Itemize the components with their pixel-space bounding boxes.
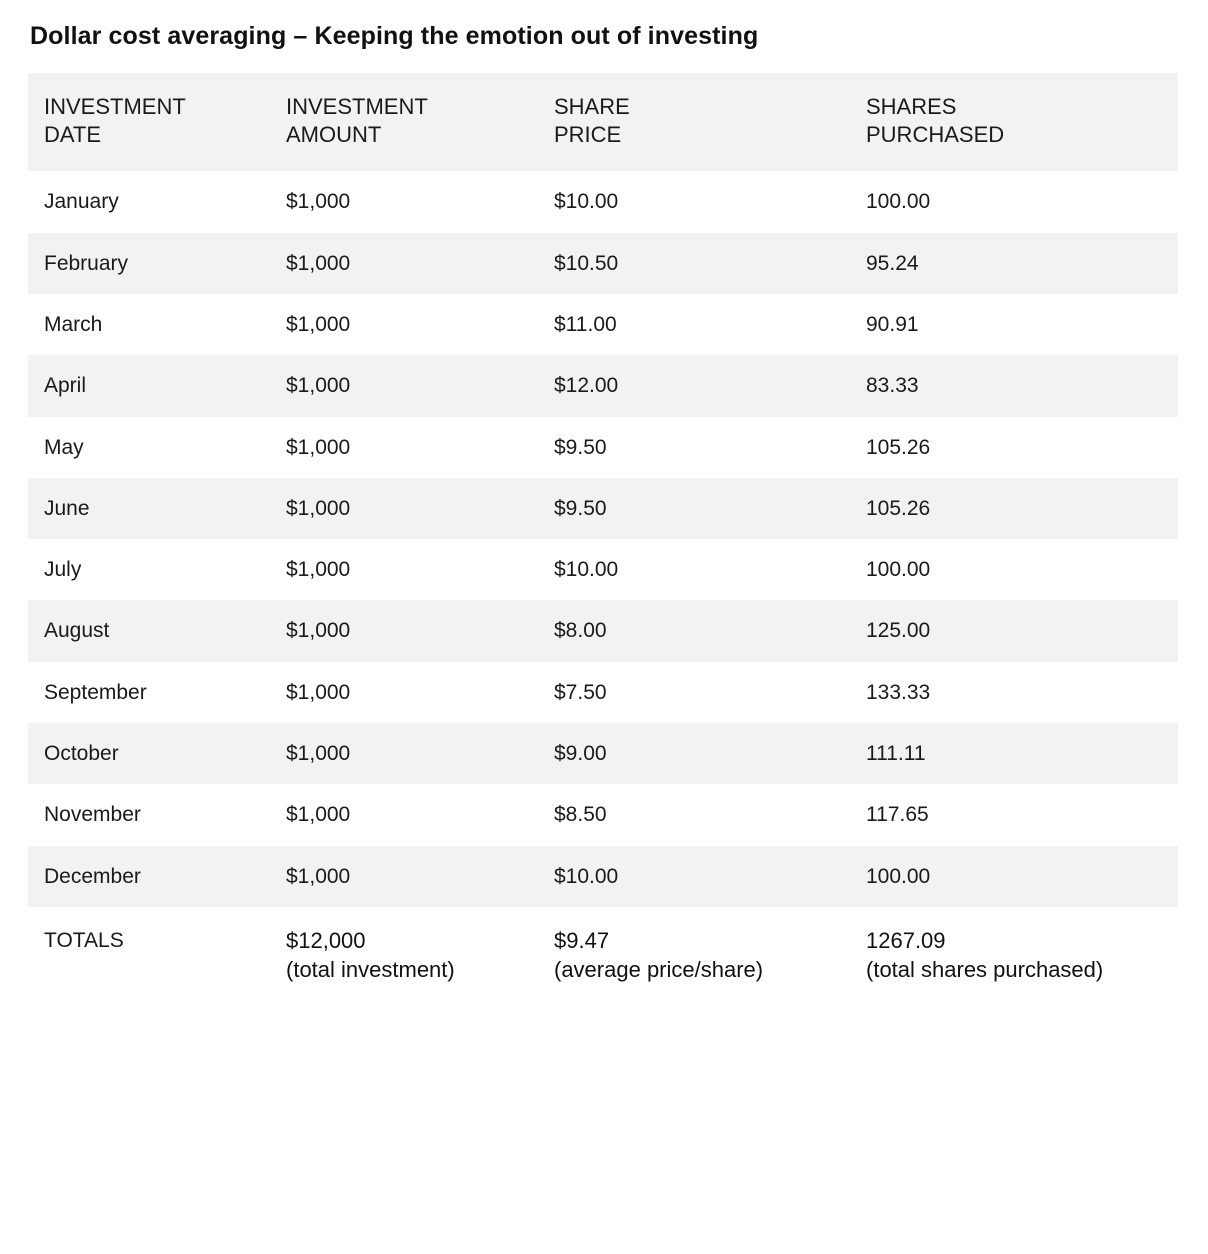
cell-date: July <box>28 539 270 600</box>
dollar-cost-averaging-table <box>28 73 1178 995</box>
cell-shares: 100.00 <box>850 846 1178 907</box>
cell-price: $10.00 <box>538 846 850 907</box>
cell-date: August <box>28 600 270 661</box>
column-header-line-1: SHARE <box>554 94 630 119</box>
cell-amount: $1,000 <box>270 600 538 661</box>
table-row <box>28 478 1178 539</box>
column-header-shares-purchased <box>850 73 1178 171</box>
cell-totals-price <box>538 907 850 995</box>
table-row <box>28 600 1178 661</box>
cell-date: May <box>28 417 270 478</box>
table-row <box>28 417 1178 478</box>
column-header-line-1: INVESTMENT <box>286 94 428 119</box>
cell-date: November <box>28 784 270 845</box>
cell-shares: 105.26 <box>850 417 1178 478</box>
column-header-investment-date <box>28 73 270 171</box>
cell-price: $10.00 <box>538 539 850 600</box>
cell-price: $12.00 <box>538 355 850 416</box>
table-header-row <box>28 73 1178 171</box>
cell-amount: $1,000 <box>270 784 538 845</box>
cell-shares: 95.24 <box>850 233 1178 294</box>
cell-date: February <box>28 233 270 294</box>
page-title: Dollar cost averaging – Keeping the emotion out of investing <box>30 22 759 50</box>
cell-shares: 100.00 <box>850 171 1178 232</box>
cell-price: $11.00 <box>538 294 850 355</box>
cell-date: December <box>28 846 270 907</box>
cell-price: $9.50 <box>538 478 850 539</box>
table-header <box>28 73 1178 171</box>
cell-price: $7.50 <box>538 662 850 723</box>
cell-shares: 111.11 <box>850 723 1178 784</box>
table-row <box>28 355 1178 416</box>
cell-date: April <box>28 355 270 416</box>
cell-price: $9.00 <box>538 723 850 784</box>
cell-shares: 105.26 <box>850 478 1178 539</box>
column-header-share-price <box>538 73 850 171</box>
totals-price-note: (average price/share) <box>554 957 764 983</box>
cell-price: $8.00 <box>538 600 850 661</box>
table-row <box>28 723 1178 784</box>
cell-date: March <box>28 294 270 355</box>
table-row <box>28 846 1178 907</box>
table-body <box>28 171 1178 994</box>
totals-amount-value: $12,000 <box>286 927 366 953</box>
cell-amount: $1,000 <box>270 233 538 294</box>
totals-shares-note: (total shares purchased) <box>866 957 1104 983</box>
cell-amount: $1,000 <box>270 171 538 232</box>
cell-price: $10.00 <box>538 171 850 232</box>
cell-amount: $1,000 <box>270 355 538 416</box>
cell-totals-label: TOTALS <box>28 907 270 995</box>
column-header-line-2: PURCHASED <box>866 122 1005 148</box>
totals-price-value: $9.47 <box>554 927 610 953</box>
table-row <box>28 233 1178 294</box>
totals-shares-value: 1267.09 <box>866 927 946 953</box>
cell-amount: $1,000 <box>270 417 538 478</box>
table-row <box>28 784 1178 845</box>
cell-amount: $1,000 <box>270 662 538 723</box>
cell-date: October <box>28 723 270 784</box>
cell-amount: $1,000 <box>270 539 538 600</box>
cell-amount: $1,000 <box>270 723 538 784</box>
cell-date: June <box>28 478 270 539</box>
totals-row <box>28 907 1178 995</box>
column-header-line-2: DATE <box>44 122 102 148</box>
cell-price: $9.50 <box>538 417 850 478</box>
column-header-line-2: PRICE <box>554 122 622 148</box>
column-header-line-1: SHARES <box>866 94 957 119</box>
cell-totals-amount <box>270 907 538 995</box>
cell-amount: $1,000 <box>270 846 538 907</box>
cell-shares: 125.00 <box>850 600 1178 661</box>
cell-shares: 83.33 <box>850 355 1178 416</box>
cell-price: $8.50 <box>538 784 850 845</box>
cell-date: January <box>28 171 270 232</box>
cell-shares: 133.33 <box>850 662 1178 723</box>
totals-amount-note: (total investment) <box>286 957 455 983</box>
table-row <box>28 171 1178 232</box>
cell-shares: 117.65 <box>850 784 1178 845</box>
cell-shares: 100.00 <box>850 539 1178 600</box>
cell-totals-shares <box>850 907 1178 995</box>
cell-price: $10.50 <box>538 233 850 294</box>
cell-amount: $1,000 <box>270 478 538 539</box>
column-header-investment-amount <box>270 73 538 171</box>
cell-amount: $1,000 <box>270 294 538 355</box>
column-header-line-1: INVESTMENT <box>44 94 186 119</box>
cell-shares: 90.91 <box>850 294 1178 355</box>
table-row <box>28 539 1178 600</box>
table-row <box>28 662 1178 723</box>
column-header-line-2: AMOUNT <box>286 122 382 148</box>
cell-date: September <box>28 662 270 723</box>
table-row <box>28 294 1178 355</box>
